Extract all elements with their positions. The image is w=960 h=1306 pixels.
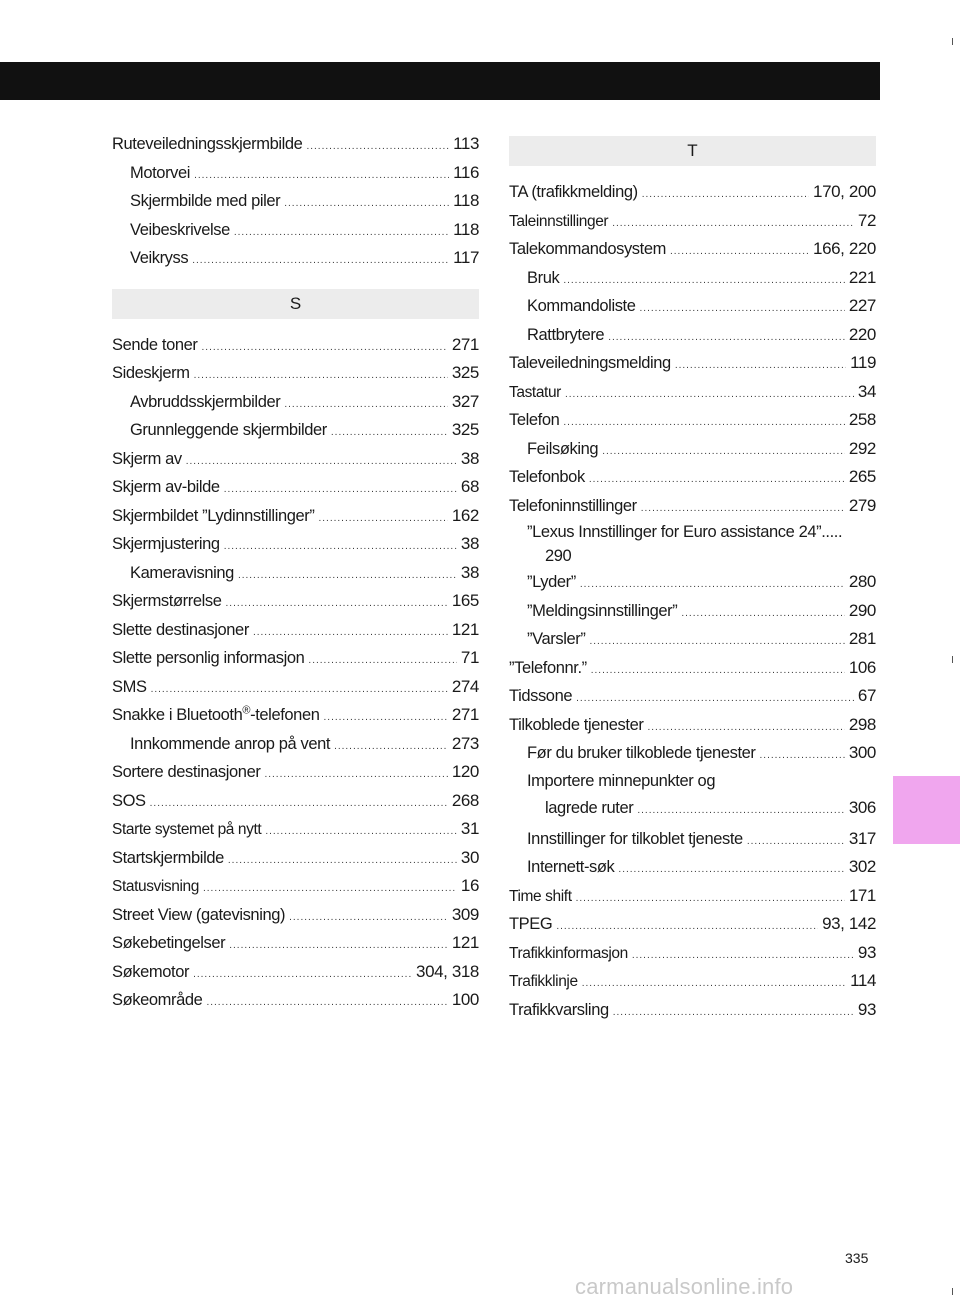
leader-dots bbox=[640, 295, 845, 324]
entry-page: 113 bbox=[453, 134, 479, 153]
entry-label: Innstillinger for tilkoblet tjeneste bbox=[527, 829, 743, 848]
leader-dots bbox=[289, 904, 448, 933]
entry-label: Skjerm av-bilde bbox=[112, 478, 220, 496]
registered-mark: ® bbox=[242, 704, 251, 717]
entry-page: 281 bbox=[848, 629, 876, 648]
entry-page: 309 bbox=[451, 904, 479, 924]
entry-label: Tidssone bbox=[509, 687, 573, 705]
entry-label: Tilkoblede tjenester bbox=[509, 715, 644, 734]
index-entry bbox=[509, 492, 876, 521]
entry-label: Søkemotor bbox=[112, 962, 190, 981]
entry-label: Før du bruker tilkoblede tjenester bbox=[527, 744, 756, 762]
leader-dots bbox=[229, 932, 448, 961]
entry-page: 119 bbox=[850, 353, 876, 372]
leader-dots bbox=[206, 989, 447, 1018]
leader-dots bbox=[284, 190, 449, 219]
index-entry bbox=[112, 445, 479, 474]
leader-dots bbox=[612, 210, 854, 239]
leader-dots bbox=[608, 324, 845, 353]
leader-dots bbox=[226, 590, 448, 619]
index-entry bbox=[112, 587, 479, 616]
leader-dots bbox=[618, 856, 844, 885]
entry-label: ”Varsler” bbox=[527, 630, 586, 648]
index-entry bbox=[509, 568, 876, 597]
leader-dots bbox=[308, 647, 456, 676]
index-entry bbox=[112, 559, 479, 588]
section-letter: S bbox=[289, 293, 302, 313]
entry-page: 38 bbox=[460, 562, 479, 582]
entry-label: Innkommende anrop på vent bbox=[130, 734, 331, 753]
entry-page: 279 bbox=[848, 495, 876, 515]
entry-label: Sideskjerm bbox=[112, 364, 190, 382]
index-entry bbox=[509, 349, 876, 378]
entry-page: 273 bbox=[451, 733, 479, 753]
entry-page: 121 bbox=[451, 933, 479, 952]
entry-continuation bbox=[527, 794, 876, 825]
leader-dots bbox=[253, 619, 448, 648]
entry-label: Rattbrytere bbox=[527, 325, 605, 344]
index-entry bbox=[112, 216, 479, 245]
leader-dots bbox=[556, 913, 818, 942]
entry-label: SOS bbox=[112, 791, 146, 810]
entry-page: 170, 200 bbox=[813, 182, 876, 201]
entry-page: 93 bbox=[857, 999, 876, 1019]
index-column-left bbox=[112, 130, 479, 1015]
entry-label: Telefonbok bbox=[509, 468, 585, 486]
leader-dots bbox=[264, 761, 447, 790]
entry-page: 327 bbox=[451, 391, 479, 411]
entry-label: Sende toner bbox=[112, 335, 198, 354]
entry-page: 280 bbox=[848, 572, 876, 591]
entry-label: ”Lexus Innstillinger for Euro assistance 24”..... bbox=[527, 523, 843, 541]
header-bar bbox=[0, 62, 880, 100]
entry-page: 325 bbox=[451, 420, 479, 439]
leader-dots bbox=[331, 419, 448, 448]
leader-dots bbox=[589, 628, 844, 657]
page-number: 335 bbox=[845, 1250, 869, 1266]
entry-label: Skjermjustering bbox=[112, 535, 220, 553]
leader-dots bbox=[580, 571, 845, 600]
entry-label: Startskjermbilde bbox=[112, 848, 224, 867]
entry-page: 93, 142 bbox=[822, 914, 876, 933]
entry-label: Ruteveiledningsskjermbilde bbox=[112, 135, 303, 153]
leader-dots bbox=[582, 970, 846, 999]
entry-page: 290 bbox=[848, 600, 876, 620]
entry-label: Feilsøking bbox=[527, 439, 599, 458]
entry-page: 120 bbox=[451, 762, 479, 781]
entry-page: 16 bbox=[460, 876, 479, 895]
leader-dots bbox=[591, 657, 845, 686]
leader-dots bbox=[194, 162, 449, 191]
index-entry bbox=[509, 625, 876, 654]
entry-label: Motorvei bbox=[130, 163, 191, 182]
entry-label: Skjermbilde med piler bbox=[130, 192, 281, 210]
index-entry bbox=[112, 359, 479, 388]
entry-label: Taleveiledningsmelding bbox=[509, 354, 671, 372]
index-thumb-tab bbox=[893, 776, 960, 844]
entry-label: TPEG bbox=[509, 915, 553, 933]
entry-page: 317 bbox=[848, 828, 876, 848]
entry-page: 121 bbox=[451, 619, 479, 639]
leader-dots bbox=[192, 247, 449, 276]
leader-dots bbox=[202, 334, 448, 363]
entry-label: Slette destinasjoner bbox=[112, 620, 249, 639]
entry-label: Taleinnstillinger bbox=[509, 212, 609, 230]
entry-label: Trafikklinje bbox=[509, 973, 578, 990]
index-entry bbox=[112, 473, 479, 502]
index-entry bbox=[112, 159, 479, 188]
entry-page: 114 bbox=[850, 971, 876, 990]
index-entry bbox=[509, 882, 876, 911]
entry-label-continued: lagrede ruter bbox=[545, 798, 634, 817]
index-entry bbox=[509, 682, 876, 711]
entry-page: 162 bbox=[451, 505, 479, 525]
index-group-r bbox=[112, 130, 479, 273]
leader-dots bbox=[186, 448, 457, 477]
leader-dots bbox=[334, 733, 448, 762]
entry-label: Søkeområde bbox=[112, 991, 203, 1009]
entry-page: 116 bbox=[453, 162, 479, 182]
entry-label: Bruk bbox=[527, 268, 560, 287]
leader-dots bbox=[647, 714, 844, 743]
entry-page: 304, 318 bbox=[416, 961, 479, 981]
entry-page: 292 bbox=[848, 438, 876, 458]
leader-dots bbox=[224, 476, 457, 505]
index-entry bbox=[509, 654, 876, 683]
index-entry bbox=[112, 416, 479, 445]
index-entry bbox=[112, 758, 479, 787]
entry-page: 165 bbox=[451, 591, 479, 610]
entry-label: Trafikkvarsling bbox=[509, 1000, 609, 1019]
entry-label: Internett-søk bbox=[527, 858, 615, 876]
entry-label: Talekommandosystem bbox=[509, 240, 666, 258]
leader-dots bbox=[760, 742, 845, 771]
leader-dots bbox=[613, 999, 854, 1028]
entry-page: 68 bbox=[460, 477, 479, 496]
crop-mark bbox=[952, 1288, 953, 1295]
entry-label: Tastatur bbox=[509, 383, 561, 401]
leader-dots bbox=[194, 362, 448, 391]
entry-page: 71 bbox=[460, 648, 479, 667]
section-letter: T bbox=[687, 141, 698, 160]
index-entry bbox=[112, 872, 479, 901]
entry-label: SMS bbox=[112, 677, 147, 696]
leader-dots bbox=[632, 942, 854, 971]
index-entry bbox=[112, 187, 479, 216]
index-entry bbox=[509, 207, 876, 236]
entry-page: 38 bbox=[460, 534, 479, 553]
index-entry bbox=[112, 502, 479, 531]
index-entry bbox=[112, 616, 479, 645]
entry-label: Skjermbildet ”Lydinnstillinger” bbox=[112, 506, 315, 525]
entry-page: 31 bbox=[460, 819, 479, 838]
leader-dots bbox=[675, 352, 846, 381]
index-entry bbox=[112, 730, 479, 759]
entry-page: 72 bbox=[857, 210, 876, 230]
leader-dots bbox=[238, 562, 457, 591]
entry-page: 268 bbox=[451, 790, 479, 810]
entry-page: 93 bbox=[857, 942, 876, 962]
entry-label: Veibeskrivelse bbox=[130, 220, 230, 239]
leader-dots bbox=[589, 466, 845, 495]
entry-label: Snakke i Bluetooth®-telefonen bbox=[112, 704, 320, 724]
leader-dots bbox=[565, 381, 854, 410]
entry-label: Starte systemet på nytt bbox=[112, 821, 262, 838]
entry-label: Trafikkinformasjon bbox=[509, 944, 628, 962]
entry-page: 302 bbox=[848, 857, 876, 876]
entry-page: 100 bbox=[451, 990, 479, 1009]
leader-dots bbox=[265, 818, 457, 847]
index-entry bbox=[112, 331, 479, 360]
entry-label: Avbruddsskjermbilder bbox=[130, 392, 281, 411]
entry-page: 306 bbox=[848, 797, 876, 817]
index-entry bbox=[509, 292, 876, 321]
leader-dots bbox=[150, 790, 448, 819]
index-entry bbox=[112, 958, 479, 987]
index-entry bbox=[509, 711, 876, 740]
index-entry bbox=[509, 406, 876, 435]
index-entry bbox=[509, 463, 876, 492]
index-entry bbox=[509, 435, 876, 464]
entry-page: 118 bbox=[453, 219, 479, 239]
section-header-t bbox=[509, 136, 876, 166]
entry-label: Telefon bbox=[509, 411, 560, 429]
index-column-right bbox=[509, 136, 876, 1024]
index-entry bbox=[509, 825, 876, 854]
entry-label: Søkebetingelser bbox=[112, 934, 226, 952]
entry-page: 271 bbox=[451, 334, 479, 354]
leader-dots bbox=[563, 409, 844, 438]
entry-page: 117 bbox=[453, 248, 479, 267]
index-entry bbox=[112, 673, 479, 702]
entry-page: 106 bbox=[848, 657, 876, 677]
index-entry bbox=[112, 644, 479, 673]
leader-dots bbox=[284, 391, 447, 420]
entry-page: 166, 220 bbox=[813, 239, 876, 258]
leader-dots bbox=[324, 704, 448, 733]
crop-mark bbox=[952, 656, 953, 663]
index-entry bbox=[112, 844, 479, 873]
entry-page: 118 bbox=[453, 191, 479, 210]
entry-label-suffix: -telefonen bbox=[250, 706, 320, 724]
leader-dots bbox=[576, 685, 854, 714]
entry-label: ”Meldingsinnstillinger” bbox=[527, 601, 678, 620]
entry-page: 171 bbox=[848, 885, 876, 905]
leader-dots bbox=[642, 181, 809, 210]
watermark-link[interactable]: carmanualsonline.info bbox=[575, 1274, 794, 1299]
entry-label: ”Telefonnr.” bbox=[509, 658, 587, 677]
leader-dots bbox=[602, 438, 845, 467]
index-entry bbox=[112, 244, 479, 273]
index-entry bbox=[509, 768, 876, 825]
index-entry bbox=[112, 986, 479, 1015]
entry-page: 220 bbox=[848, 324, 876, 344]
entry-page: 290 bbox=[545, 547, 572, 565]
index-entry bbox=[509, 264, 876, 293]
index-entry bbox=[509, 235, 876, 264]
index-entry bbox=[509, 996, 876, 1025]
index-entry bbox=[112, 530, 479, 559]
leader-dots bbox=[224, 533, 457, 562]
entry-label: Telefoninnstillinger bbox=[509, 496, 637, 515]
leader-dots bbox=[319, 505, 448, 534]
entry-page: 38 bbox=[460, 448, 479, 468]
entry-page: 274 bbox=[451, 676, 479, 696]
entry-page: 265 bbox=[848, 467, 876, 486]
entry-page: 271 bbox=[451, 705, 479, 724]
section-header-s bbox=[112, 289, 479, 319]
index-entry bbox=[112, 701, 479, 730]
crop-mark bbox=[952, 38, 953, 45]
index-entry bbox=[112, 929, 479, 958]
index-group-s bbox=[112, 331, 479, 1015]
entry-label: Veikryss bbox=[130, 249, 189, 267]
entry-label: Time shift bbox=[509, 887, 572, 905]
leader-dots bbox=[563, 267, 845, 296]
entry-page: 227 bbox=[848, 296, 876, 315]
entry-page: 258 bbox=[848, 410, 876, 429]
leader-dots bbox=[234, 219, 449, 248]
entry-label: ”Lyder” bbox=[527, 573, 576, 591]
index-entry bbox=[509, 321, 876, 350]
leader-dots bbox=[670, 238, 809, 267]
leader-dots bbox=[576, 885, 845, 914]
entry-label: Street View (gatevisning) bbox=[112, 905, 286, 924]
entry-label: Skjermstørrelse bbox=[112, 592, 222, 610]
leader-dots bbox=[641, 495, 845, 524]
entry-label: Slette personlig informasjon bbox=[112, 649, 305, 667]
index-entry bbox=[509, 378, 876, 407]
index-entry bbox=[112, 901, 479, 930]
index-entry bbox=[112, 388, 479, 417]
entry-label: Kommandoliste bbox=[527, 297, 636, 315]
index-entry bbox=[509, 597, 876, 626]
entry-page: 221 bbox=[848, 267, 876, 287]
index-entry bbox=[112, 815, 479, 844]
leader-dots bbox=[306, 133, 449, 162]
entry-page: 30 bbox=[460, 847, 479, 867]
leader-dots bbox=[203, 875, 457, 904]
index-entry bbox=[509, 910, 876, 939]
entry-page: 34 bbox=[857, 381, 876, 401]
index-entry bbox=[509, 939, 876, 968]
entry-page: 325 bbox=[451, 363, 479, 382]
index-entry bbox=[509, 178, 876, 207]
entry-page: 67 bbox=[857, 686, 876, 705]
index-entry bbox=[509, 853, 876, 882]
leader-dots bbox=[681, 600, 844, 629]
index-entry bbox=[509, 967, 876, 996]
entry-label: Statusvisning bbox=[112, 878, 199, 895]
leader-dots bbox=[228, 847, 457, 876]
entry-label: Sortere destinasjoner bbox=[112, 763, 261, 781]
entry-page: 300 bbox=[848, 743, 876, 762]
entry-label: Kameravisning bbox=[130, 563, 234, 582]
leader-dots bbox=[637, 797, 844, 825]
index-entry bbox=[509, 520, 876, 568]
index-entry bbox=[509, 739, 876, 768]
entry-label: Grunnleggende skjermbilder bbox=[130, 421, 327, 439]
leader-dots bbox=[747, 828, 845, 857]
entry-label: Skjerm av bbox=[112, 449, 182, 468]
entry-label: Importere minnepunkter og bbox=[527, 771, 716, 790]
leader-dots bbox=[151, 676, 448, 705]
entry-page: 298 bbox=[848, 714, 876, 734]
index-group-t bbox=[509, 178, 876, 1024]
leader-dots bbox=[193, 961, 412, 990]
index-entry bbox=[112, 787, 479, 816]
entry-label: TA (trafikkmelding) bbox=[509, 183, 638, 201]
index-entry bbox=[112, 130, 479, 159]
